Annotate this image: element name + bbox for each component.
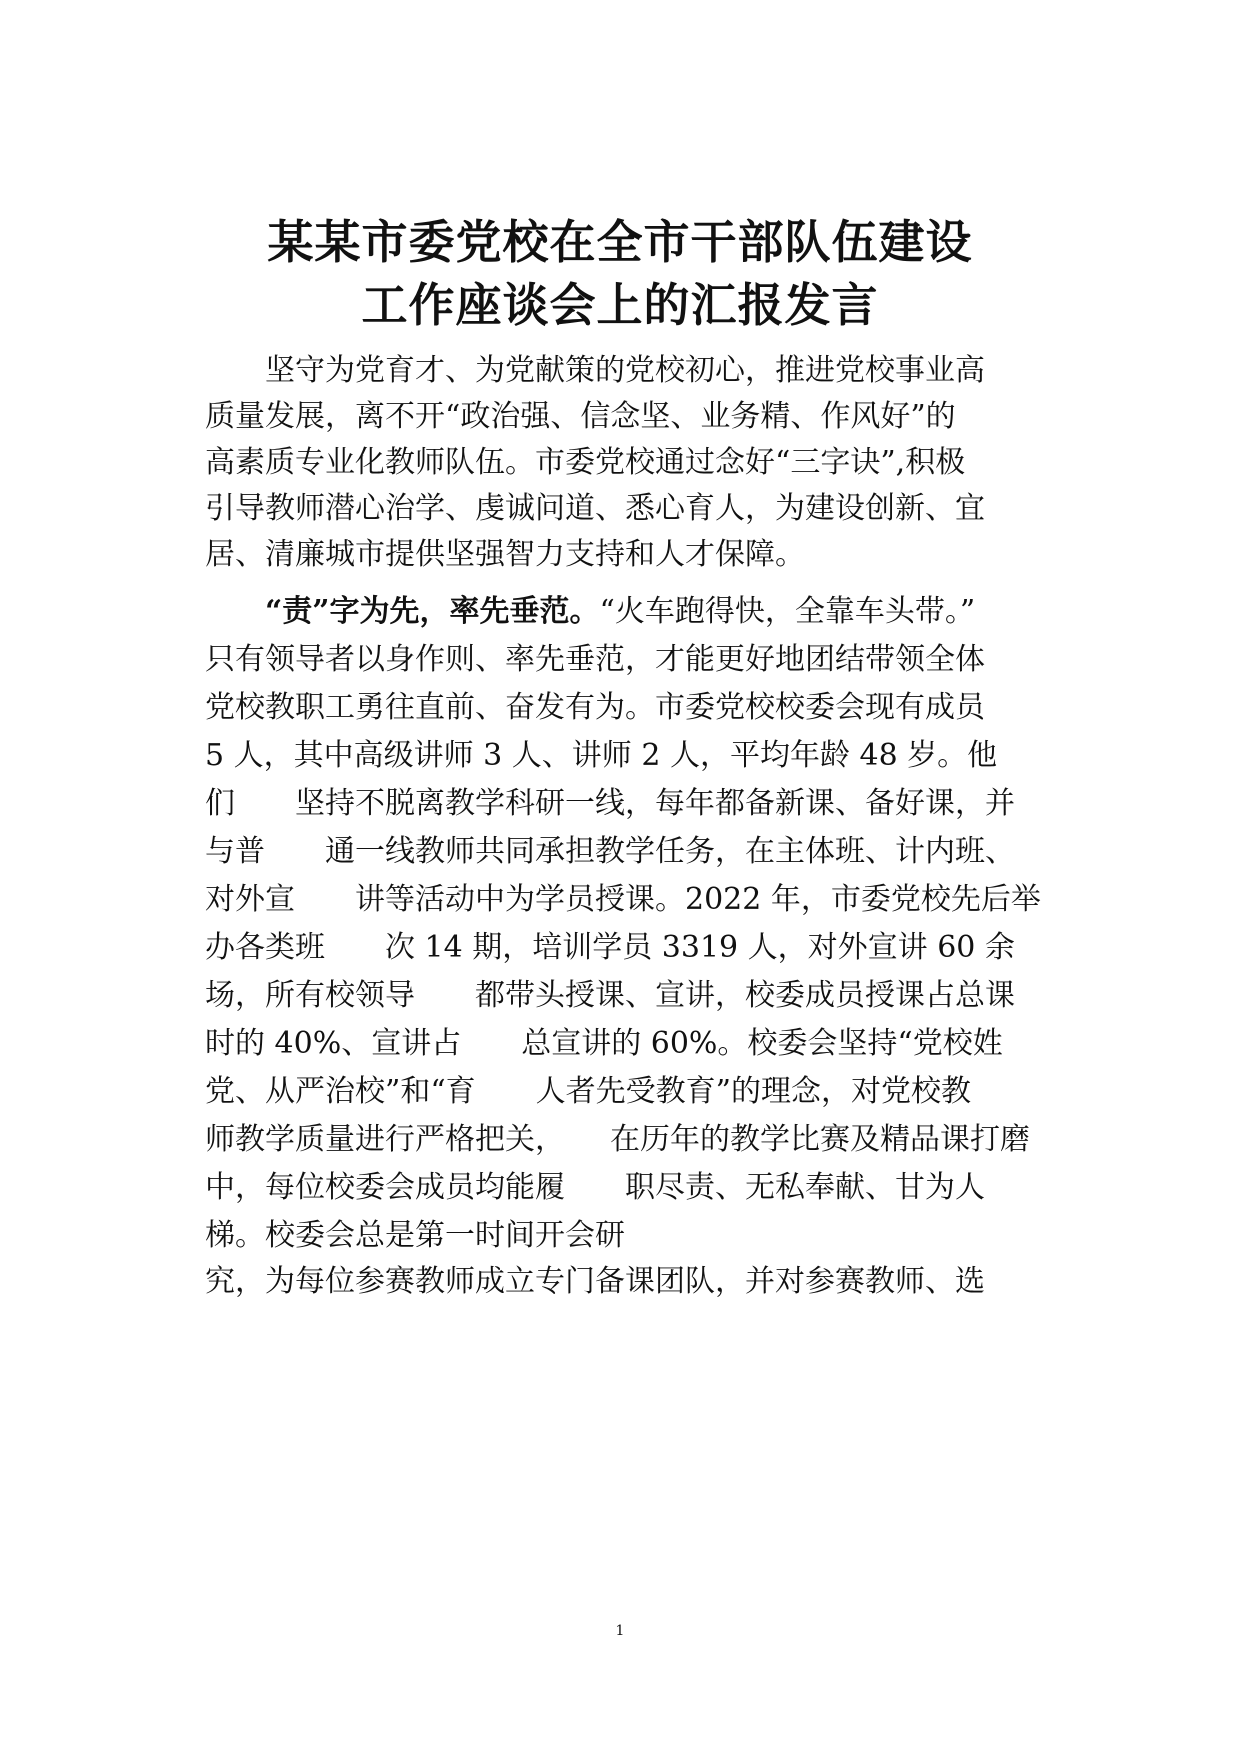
text-line: 只有领导者以身作则、率先垂范，才能更好地团结带领全体 [205, 642, 985, 677]
text-line: 党、从严治校”和“育 人者先受教育”的理念，对党校教 [205, 1074, 972, 1109]
text-line: 党校教职工勇往直前、奋发有为。市委党校校委会现有成员 [205, 690, 985, 725]
text-line: 们 坚持不脱离教学科研一线，每年都备新课、备好课，并 [205, 786, 1015, 821]
section-heading: “责”字为先，率先垂范。 [265, 594, 600, 629]
text-line: 居、清廉城市提供坚强智力支持和人才保障。 [205, 537, 805, 572]
text-line: 师教学质量进行严格把关， 在历年的教学比赛及精品课打磨 [205, 1122, 1030, 1157]
text-line: 究，为每位参赛教师成立专门备课团队，并对参赛教师、选 [205, 1264, 985, 1299]
text-line: 引导教师潜心治学、虔诚问道、悉心育人，为建设创新、宜 [205, 491, 985, 526]
text-line: 场，所有校领导 都带头授课、宣讲，校委成员授课占总课 [205, 978, 1015, 1013]
title-line-2: 工作座谈会上的汇报发言 [361, 278, 879, 332]
text-line: 办各类班 次 14 期，培训学员 3319 人，对外宣讲 60 余 [205, 930, 1015, 965]
text-line: 5 人，其中高级讲师 3 人、讲师 2 人，平均年龄 48 岁。他 [205, 738, 998, 773]
text-line: 对外宣 讲等活动中为学员授课。2022 年，市委党校先后举 [205, 882, 1041, 917]
text-line: 时的 40%、宣讲占 总宣讲的 60%。校委会坚持“党校姓 [205, 1026, 1003, 1061]
title-line-1: 某某市委党校在全市干部队伍建设 [267, 215, 973, 269]
text-line: 高素质专业化教师队伍。市委党校通过念好“三字诀”,积极 [205, 445, 966, 480]
text-line: 与普 通一线教师共同承担教学任务，在主体班、计内班、 [205, 834, 1015, 869]
page-number: 1 [615, 1623, 625, 1639]
quote-text: “火车跑得快，全靠车头带。” [599, 594, 976, 629]
paragraph-first-line [205, 590, 975, 634]
text-line: 质量发展，离不开“政治强、信念坚、业务精、作风好”的 [205, 399, 956, 434]
text-line: 坚守为党育才、为党献策的党校初心，推进党校事业高 [205, 353, 985, 388]
text-line: 梯。校委会总是第一时间开会研 [205, 1218, 625, 1253]
text-line: 中，每位校委会成员均能履 职尽责、无私奉献、甘为人 [205, 1170, 985, 1205]
